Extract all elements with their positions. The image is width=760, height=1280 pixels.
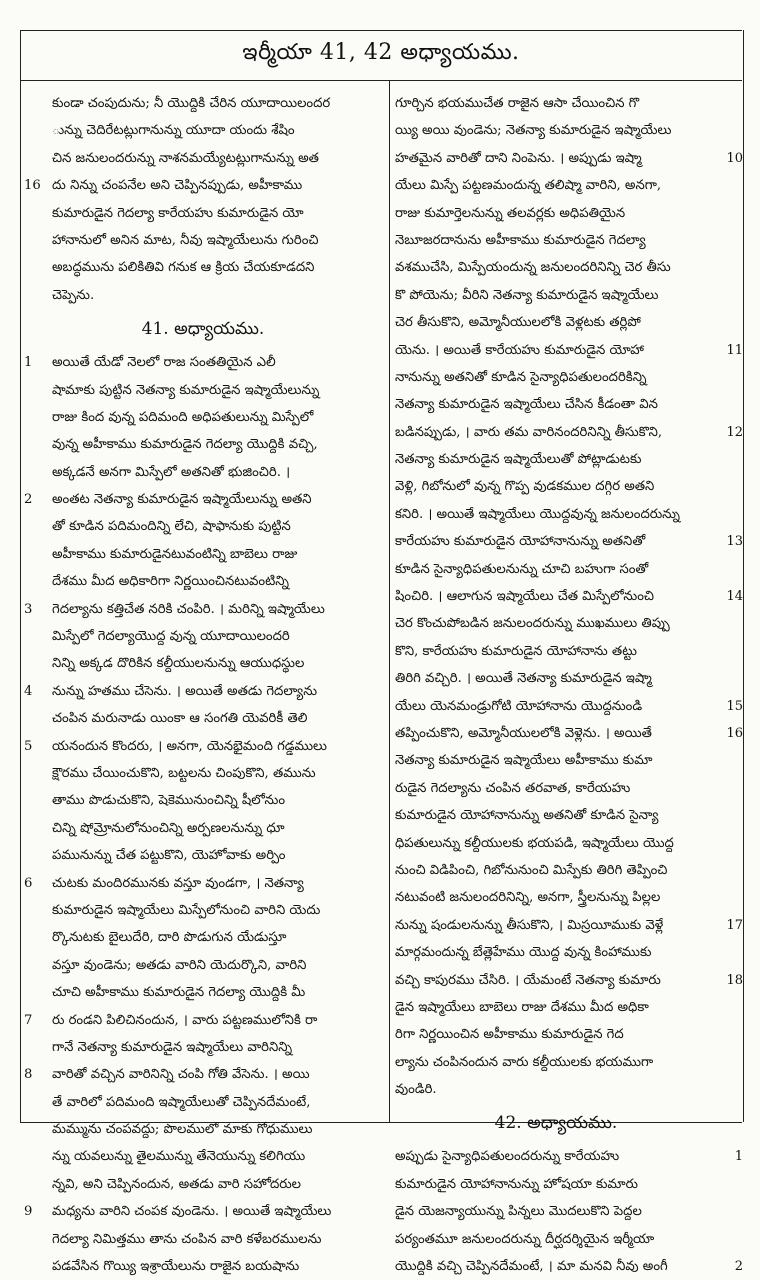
line-text: క్షౌరము చేయించుకొని, బట్టలను చింపుకొని, తమును — [52, 765, 316, 781]
text-line — [395, 912, 743, 939]
text-line — [395, 556, 717, 583]
text-line — [24, 870, 382, 897]
text-line — [395, 501, 717, 528]
line-text: కూడిన సైన్యాధిపతులనున్ను చూచి బహుగా సంతో — [395, 561, 649, 577]
line-text: ధిపతులున్ను కల్దీయులకు భయపడి, ఇష్మాయేలు యొద్ద — [395, 835, 674, 851]
line-text: రుడైన గెదల్యాను చంపిన తరవాత, కారేయహు — [395, 780, 631, 796]
line-text: వచ్చి కాపురము చేసిరి. । యేమంటే నెతన్యా కుమారు — [395, 972, 661, 988]
text-line — [24, 486, 382, 513]
text-line — [24, 145, 382, 172]
text-line — [24, 623, 382, 650]
text-line — [24, 90, 382, 117]
line-text: కారేయహు కుమారుడైన యోహానానున్ను అతనితో — [395, 534, 646, 550]
text-line — [24, 1007, 382, 1034]
line-text: నుంచి విడిపించి, గిబోనునుంచి మిస్పేకు తిరిగి తెప్పించి — [395, 862, 668, 878]
line-text: అంతట నెతన్యా కుమారుడైన ఇష్మాయేలున్ను అతని — [52, 492, 312, 508]
text-line — [395, 391, 717, 418]
line-text: అబద్ధమును పలికితివి గనుక ఆ క్రియ చేయకూడదని — [52, 260, 315, 276]
text-line — [24, 1198, 382, 1225]
text-line — [395, 583, 743, 610]
line-text: పర్యంతమూ జనులందరున్ను దీర్ఘదర్శియైన ఇర్మీయా — [395, 1231, 655, 1247]
line-text: కనిరి. । అయితే ఇష్మాయేలు యొద్దవున్న జనులందరున్ను — [395, 506, 680, 522]
text-line — [395, 1253, 743, 1280]
text-line — [24, 787, 382, 814]
verse-number: 2 — [734, 1259, 743, 1275]
verse-number: 12 — [726, 424, 743, 440]
line-text: షామాకు పుట్టిన నెతన్యా కుమారుడైన ఇష్మాయేలున్ను — [52, 382, 320, 398]
line-text: చెర తీసుకొని, అమ్మోనీయులలోకి వెళ్లటకు తర్లిపో — [395, 315, 641, 331]
text-line — [395, 117, 717, 144]
line-text: కుమారుడైన యోహానానున్ను హోషయా కుమారు — [395, 1176, 638, 1192]
text-line — [24, 172, 382, 199]
line-text: రు రండని పిలిచినందున, । వారు పట్టణములోనికి రా — [52, 1012, 318, 1028]
line-text: తే వారిలో పదిమంది ఇష్మాయేలుతో చెప్పినదేమంటే, — [52, 1094, 311, 1110]
text-line — [395, 967, 743, 994]
verse-number: 9 — [24, 1204, 33, 1220]
text-line — [395, 665, 717, 692]
line-text: నటువంటి జనులందరినిన్ని, అనగా, స్త్రీలనున్ను పిల్లల — [395, 890, 661, 906]
text-line — [24, 117, 382, 144]
verse-number: 13 — [726, 534, 743, 550]
line-text: డైన ఇష్మాయేలు బాబెలు రాజు దేశము మీద అధికా — [395, 999, 649, 1015]
line-text: మార్గమందున్న బేత్లెహేము యొద్ద వున్న కింహాముకు — [395, 945, 652, 961]
line-text: హానానులో అనిన మాట, నీవు ఇష్మాయేలును గురించి — [52, 232, 319, 248]
text-line — [24, 1034, 382, 1061]
text-line — [395, 775, 717, 802]
line-text: గూర్చిన భయముచేత రాజైన ఆసా చేయించిన గొ — [395, 96, 640, 111]
line-text: తో కూడిన పదిమందిన్ని లేచి, షాఫానుకు పుట్టిన — [52, 519, 291, 535]
text-line — [24, 568, 382, 595]
text-line — [24, 1061, 382, 1088]
line-text: చిన్ని షోమ్రోనులోనుంచిన్ని అర్పణలనున్ను ధూ — [52, 820, 285, 836]
line-text: గానే నెతన్యా కుమారుడైన ఇష్మాయేలు వారినిన్ని — [52, 1039, 293, 1055]
line-text: గెదల్యాను కత్తిచేత నరికి చంపిరి. । మరిన్ని ఇష్మాయేలు — [52, 601, 325, 617]
chapter-heading-41: 41. అధ్యాయము. — [141, 319, 265, 340]
text-line — [395, 857, 717, 884]
line-text: చెప్పెను. — [52, 287, 95, 303]
verse-number: 6 — [24, 875, 33, 891]
line-text: మమ్మును చంపవద్దు; పొలములో మాకు గోధుములు — [52, 1122, 313, 1138]
text-line — [395, 884, 717, 911]
text-line — [395, 172, 717, 199]
text-line — [24, 952, 382, 979]
text-line — [24, 541, 382, 568]
text-line — [395, 693, 743, 720]
text-line — [24, 254, 382, 281]
line-text: హతమైన వారితో దాని నింపెను. । అప్పుడు ఇష్మా — [395, 150, 642, 166]
line-text: రాజు కింద వున్న పదిమంది అధిపతులున్ను మిస్పేలో — [52, 409, 314, 425]
text-line — [395, 1049, 717, 1076]
verse-number: 18 — [726, 972, 743, 988]
text-line — [24, 1226, 382, 1253]
line-text: అక్కడనే అనగా మిస్పేలో అతనితో భుజించిరి. । — [52, 464, 291, 480]
text-line — [24, 1089, 382, 1116]
line-text: నానున్ను అతనితో కూడిన సైన్యాధిపతులందరికిన్ని — [395, 369, 647, 385]
right-column — [395, 90, 743, 1280]
line-text: బడినప్పుడు, । వారు తమ వారినందరినిన్ని తీసుకొని, — [395, 424, 663, 440]
verse-number: 1 — [24, 355, 33, 371]
text-line — [395, 145, 743, 172]
line-text: యేలు మిస్పే పట్టణమందున్న తలిష్మా వారిని, అనగా, — [395, 178, 662, 194]
line-text: అయితే యేడో నెలలో రాజ సంతతియైన ఎలీ — [52, 355, 276, 371]
line-text: తప్పించుకొని, అమ్మోనీయులలోకి వెళ్లెను. । అయితే — [395, 725, 652, 741]
right-column-wrap — [395, 90, 743, 1275]
line-text: రాజు కుమార్తెలనున్ను తలవర్లకు అధిపతియైన — [395, 205, 626, 221]
line-text: ర్కొనుటకు బైలుదేరి, దారి పొడుగున యేడుస్తూ — [52, 930, 287, 946]
verse-number: 11 — [726, 342, 743, 358]
line-text: కొని, కారేయహు కుమారుడైన యోహానాను తట్టు — [395, 643, 637, 659]
text-line — [24, 650, 382, 677]
line-text: పడవేసిన గొయ్యి ఇశ్రాయేలును రాజైన బయషాను — [52, 1259, 300, 1275]
text-line — [24, 596, 382, 623]
line-text: రిగా నిర్ణయించిన అహీకాము కుమారుడైన గెద — [395, 1027, 624, 1043]
line-text: వారితో వచ్చిన వారినిన్ని చంపి గోతి వేసెను. । అయి — [52, 1067, 310, 1083]
text-line — [24, 459, 382, 486]
text-line — [395, 1226, 717, 1253]
text-line — [24, 760, 382, 787]
line-text: కొ పోయెను; వీరిని నెతన్యా కుమారుడైన ఇష్మాయేలు — [395, 287, 659, 303]
text-line — [24, 282, 382, 309]
text-line — [395, 364, 717, 391]
text-line — [24, 513, 382, 540]
line-text: యేలు యెనమండ్రుగోటి యోహానాను యొద్దనుండి — [395, 698, 643, 714]
line-text: తిరిగి వచ్చిరి. । అయితే నెతన్యా కుమారుడైన ఇష్మా — [395, 671, 652, 687]
line-text: నెతన్యా కుమారుడైన ఇష్మాయేలుతో పోట్లాడుటకు — [395, 452, 642, 468]
text-line — [395, 282, 717, 309]
line-text: అప్పుడు సైన్యాధిపతులందరున్ను కారేయహు — [395, 1149, 620, 1165]
text-line — [24, 815, 382, 842]
line-text: వున్న అహీకాము కుమారుడైన గెదల్యా యొద్దికి వచ్చి, — [52, 437, 318, 453]
text-line — [395, 747, 717, 774]
text-line — [395, 309, 717, 336]
text-line — [24, 924, 382, 951]
text-line — [24, 200, 382, 227]
line-text: నెతన్యా కుమారుడైన ఇష్మాయేలు చేసిన కీడంతా విన — [395, 397, 658, 413]
text-line — [24, 1253, 382, 1280]
verse-number: 16 — [24, 178, 41, 194]
text-line — [395, 1021, 717, 1048]
text-line — [395, 994, 717, 1021]
text-line — [395, 446, 717, 473]
line-text: చుటకు మందిరమునకు వస్తూ వుండగా, । నెతన్యా — [52, 875, 304, 891]
verse-number: 7 — [24, 1012, 33, 1028]
line-text: చూచి అహీకాము కుమారుడైన గెదల్యా యొద్దికి మీ — [52, 985, 306, 1001]
verse-number: 2 — [24, 492, 33, 508]
line-text: వశముచేసి, మిస్పేయందున్న జనులందరినిన్ని చెర తీసు — [395, 260, 671, 276]
text-line — [395, 528, 743, 555]
line-text: నున్ను హతము చేసెను. । అయితే అతడు గెదల్యాను — [52, 683, 318, 699]
line-text: షించిరి. । ఆలాగున ఇష్మాయేలు చేత మిస్పేలోనుంచి — [395, 589, 655, 605]
verse-number: 17 — [726, 917, 743, 933]
text-line — [24, 1116, 382, 1143]
line-text: గెదల్యా నిమిత్తము తాను చంపిన వారి కళేబరములను — [52, 1231, 322, 1247]
right-pre-lines — [395, 90, 743, 1103]
line-text: చెర కొంచుపోబడిన జనులందరున్ను ముఖములు తిప్పు — [395, 616, 670, 632]
verse-number: 8 — [24, 1067, 33, 1083]
text-line — [24, 678, 382, 705]
text-line — [24, 1171, 382, 1198]
text-line — [395, 1171, 717, 1198]
text-line — [395, 638, 717, 665]
left-pre-lines — [24, 90, 382, 309]
verse-number: 5 — [24, 738, 33, 754]
chapter-heading-42: 42. అధ్యాయము. — [494, 1113, 618, 1134]
text-line — [24, 705, 382, 732]
line-text: వుండిరి. — [395, 1082, 437, 1098]
text-line — [395, 830, 717, 857]
text-line — [24, 733, 382, 760]
verse-number: 1 — [734, 1149, 743, 1165]
column-divider — [389, 81, 390, 1122]
text-line — [395, 473, 717, 500]
line-text: న్ను యవలున్ను తైలమున్ను తేనెయున్ను కలిగియు — [52, 1149, 306, 1165]
line-text: నెబూజరదానును అహీకాము కుమారుడైన గెదల్యా — [395, 232, 646, 248]
text-line — [24, 404, 382, 431]
line-text: తాము పొడుచుకొని, షెకెమునుంచిన్ని షీలోనుం — [52, 793, 286, 809]
text-line — [24, 1143, 382, 1170]
line-text: దు నిన్ను చంపనేల అని చెప్పినప్పుడు, అహీకాము — [52, 178, 303, 194]
right-post-lines — [395, 1143, 743, 1280]
line-text: కుమారుడైన ఇష్మాయేలు మిస్పేలోనుంచి వారిని యెదు — [52, 902, 321, 918]
line-text: మిస్పేలో గెదల్యాయొద్ద వున్న యూదాయిలందరి — [52, 629, 290, 645]
line-text: అహీకాము కుమారుడైనటువంటిన్ని బాబెలు రాజు — [52, 546, 298, 562]
text-line — [395, 1198, 717, 1225]
line-text: కుమారుడైన గెదల్యా కారేయహు కుమారుడైన యో — [52, 205, 304, 221]
verse-number: 3 — [24, 601, 33, 617]
line-text: యొద్దికి వచ్చి చెప్పినదేమంటే, । మా మనవి నీవు అంగీ — [395, 1259, 668, 1275]
line-text: కుండా చంపుదును; నీ యొద్దికి చేరిన యూదాయిలందర — [52, 96, 331, 111]
text-line — [395, 720, 743, 747]
text-line — [395, 419, 743, 446]
running-head: ఇర్మీయా 41, 42 అధ్యాయము. — [242, 40, 520, 65]
line-text: యెను. । అయితే కారేయహు కుమారుడైన యోహా — [395, 342, 644, 358]
line-text: నిన్ని అక్కడ దొరికిన కల్దీయులనున్ను ఆయుధస్థుల — [52, 656, 305, 672]
text-line — [395, 1076, 717, 1103]
text-line — [24, 349, 382, 376]
text-line — [395, 610, 717, 637]
text-line — [24, 842, 382, 869]
line-text: వెళ్లి, గిబోనులో వున్న గొప్ప వుడకముల దగ్గిర అతని — [395, 479, 655, 495]
text-line — [395, 337, 743, 364]
text-line — [24, 377, 382, 404]
verse-number: 10 — [726, 150, 743, 166]
line-text: నున్ను షండులనున్ను తీసుకొని, । మిస్రయీముకు వెళ్లే — [395, 917, 664, 933]
text-line — [24, 431, 382, 458]
line-text: నెతన్యా కుమారుడైన ఇష్మాయేలు అహీకాము కుమా — [395, 753, 653, 769]
text-line — [395, 939, 717, 966]
verse-number: 4 — [24, 683, 33, 699]
verse-number: 16 — [726, 725, 743, 741]
text-line — [395, 227, 717, 254]
line-text: డైన యెజన్యాయున్ను పిన్నలు మొదలుకొని పెద్దల — [395, 1204, 642, 1220]
verse-number: 14 — [726, 589, 743, 605]
text-line — [24, 979, 382, 1006]
verse-number: 15 — [726, 698, 743, 714]
line-text: చంపిన మరునాడు యింకా ఆ సంగతి యెవరికీ తెలి — [52, 711, 308, 727]
line-text: పమునున్ను చేత పట్టుకొని, యెహోవాకు అర్పిం — [52, 848, 286, 864]
line-text: ున్ను చెదిరేటట్లుగానున్ను యూదా యందు శేషిం — [52, 123, 295, 139]
line-text: దేశము మీద అధికారిగా నిర్ణయించినటువంటిన్ని — [52, 574, 289, 590]
line-text: కుమారుడైన యోహానానున్ను అతనితో కూడిన సైన్యా — [395, 808, 659, 824]
text-line — [395, 1143, 743, 1170]
line-text: చిన జనులందరున్ను నాశనమయ్యేటట్లుగానున్ను అత — [52, 150, 319, 166]
line-text: యనందున కొందరు, । అనగా, యెనభైమంది గడ్డములు — [52, 738, 327, 754]
line-text: మధ్యను వారిని చంపక వుండెను. । అయితే ఇష్మాయేలు — [52, 1204, 332, 1220]
line-text: న్నవి, అని చెప్పినందున, అతడు వారి సహోదరుల — [52, 1176, 302, 1192]
line-text: య్యి అయి వుండెను; నెతన్యా కుమారుడైన ఇష్మాయేలు — [395, 123, 672, 139]
text-line — [395, 254, 717, 281]
left-post-lines — [24, 349, 382, 1280]
text-line — [395, 802, 717, 829]
text-line — [24, 227, 382, 254]
line-text: వస్తూ వుండెను; అతడు వారిని యెదుర్కొని, వారిని — [52, 957, 307, 973]
line-text: ల్యాను చంపినందున వారు కల్దీయులకు భయముగా — [395, 1054, 654, 1070]
text-line — [24, 897, 382, 924]
text-line — [395, 200, 717, 227]
left-column — [24, 90, 382, 1275]
text-line — [395, 90, 717, 117]
